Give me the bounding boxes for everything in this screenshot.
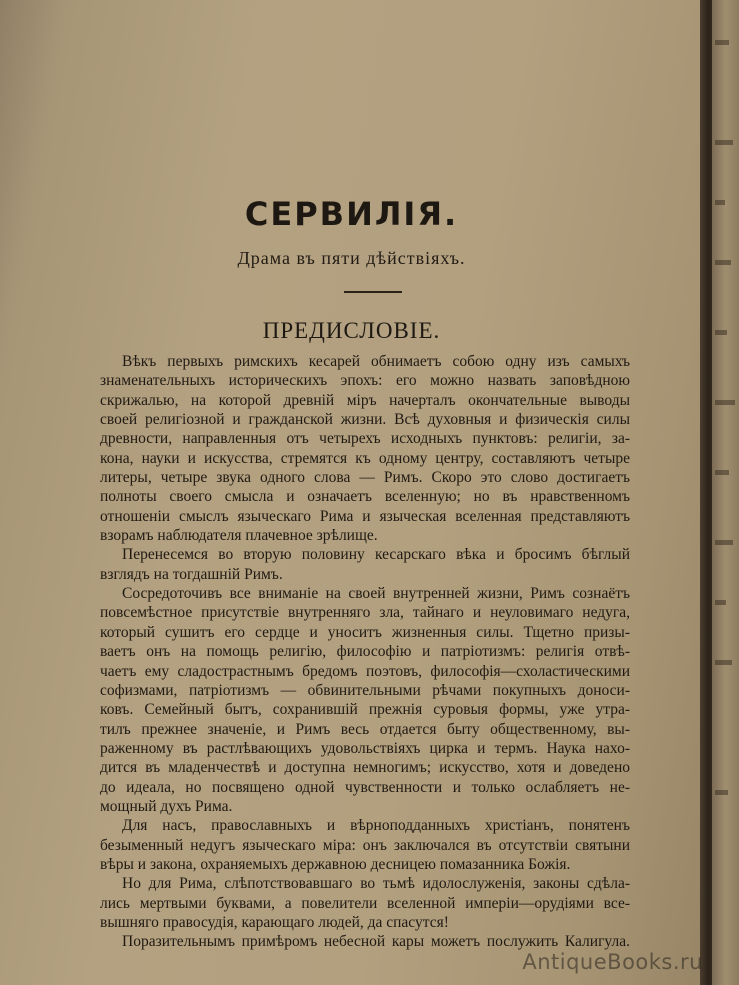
text-line: Поразительнымъ примѣромъ небесной кары можетъ послужить Калигула. (122, 933, 630, 951)
text-line: Но для Рима, слѣпотствовавшаго во тьмѣ идолослуженія, законы сдѣла- (122, 875, 630, 893)
text-line: своей религіозной и гражданской жизни. Всѣ духовныя и физическія силы (100, 411, 630, 429)
text-line: полноты своего смысла и означаетъ вселенную; но въ нравственномъ (100, 488, 630, 506)
drama-subtitle: Драма въ пяти дѣйствіяхъ. (237, 248, 466, 268)
text-line: отношеніи смыслъ языческаго Рима и языческая вселенная представляютъ (100, 507, 630, 525)
text-line: лись мертвыми буквами, а повелители вселенной имперіи—орудіями все- (100, 894, 630, 912)
text-line: софизмами, патріотизмъ — обвинительными рѣчами покупныхъ доноси- (100, 681, 630, 699)
text-line: ваетъ онъ на помощь религію, философію и патріотизмъ: религія отвѣ- (100, 643, 630, 661)
watermark-text: AntiqueBooks.ru (522, 950, 703, 974)
text-line: раженному въ растлѣвающихъ удовольствіяхъ цирка и термъ. Наука нахо- (100, 739, 630, 757)
text-line: тилъ прежнее значеніе, и Римъ весь отдается быту общественному, вы- (100, 720, 630, 738)
text-line: скрижалью, на которой древній міръ начерталъ окончательные выводы (100, 391, 630, 409)
text-line: до идеала, но посвящено одной чувственности и только ослабляетъ не- (100, 778, 630, 796)
text-line: безыменный недугъ языческаго міра: онъ заключался въ отсутствіи святыни (100, 836, 630, 854)
facing-page-edge (712, 0, 739, 985)
divider-rule (344, 291, 402, 293)
text-line: древности, направленныя отъ четырехъ исходныхъ пунктовъ: религіи, за- (100, 430, 630, 448)
text-line: знаменательныхъ историческихъ эпохъ: его можно назвать заповѣдною (100, 372, 630, 390)
text-line: кона, науки и искусства, стремятся къ одному центру, составляютъ четыре (100, 449, 630, 467)
text-line: взорамъ наблюдателя плачевное зрѣлище. (100, 527, 378, 545)
drama-title: СЕРВИЛІЯ. (244, 195, 459, 233)
text-line: Перенесемся во вторую половину кесарскаго вѣка и бросимъ бѣглый (122, 546, 630, 564)
text-line: который сушитъ его сердце и уноситъ жизненныя силы. Тщетно призы- (100, 623, 630, 641)
text-line: ковъ. Семейный бытъ, сохранившій прежнія суровыя формы, уже утра- (100, 701, 630, 719)
text-line: вышняго правосудія, карающаго людей, да спасутся! (100, 913, 449, 931)
text-line: повсемѣстное присутствіе внутренняго зла, тайнаго и неуловимаго недуга, (100, 604, 630, 622)
text-line: мощный духъ Рима. (100, 797, 233, 815)
text-line: дится въ младенчествѣ и доступна немногимъ; искусство, хотя и доведено (100, 759, 630, 777)
text-line: взглядъ на тогдашній Римъ. (100, 565, 283, 583)
preface-text (100, 352, 630, 952)
text-line: Сосредоточивъ все вниманіе на своей внутренней жизни, Римъ сознаётъ (122, 585, 630, 603)
text-line: вѣры и закона, охраняемыхъ державною десницею помазанника Божія. (100, 855, 571, 873)
text-line: Для насъ, православныхъ и вѣрноподданныхъ христіанъ, понятенъ (122, 817, 630, 835)
text-line: чаетъ ему сладострастнымъ бредомъ поэтовъ, философія—схоластическими (100, 662, 630, 680)
preface-heading: ПРЕДИСЛОВІЕ. (262, 318, 441, 343)
text-line: Вѣкъ первыхъ римскихъ кесарей обнимаетъ собою одну изъ самыхъ (122, 353, 630, 370)
text-line: литеры, четыре звука одного слова — Римъ. Скоро это слово достигаетъ (100, 469, 630, 487)
